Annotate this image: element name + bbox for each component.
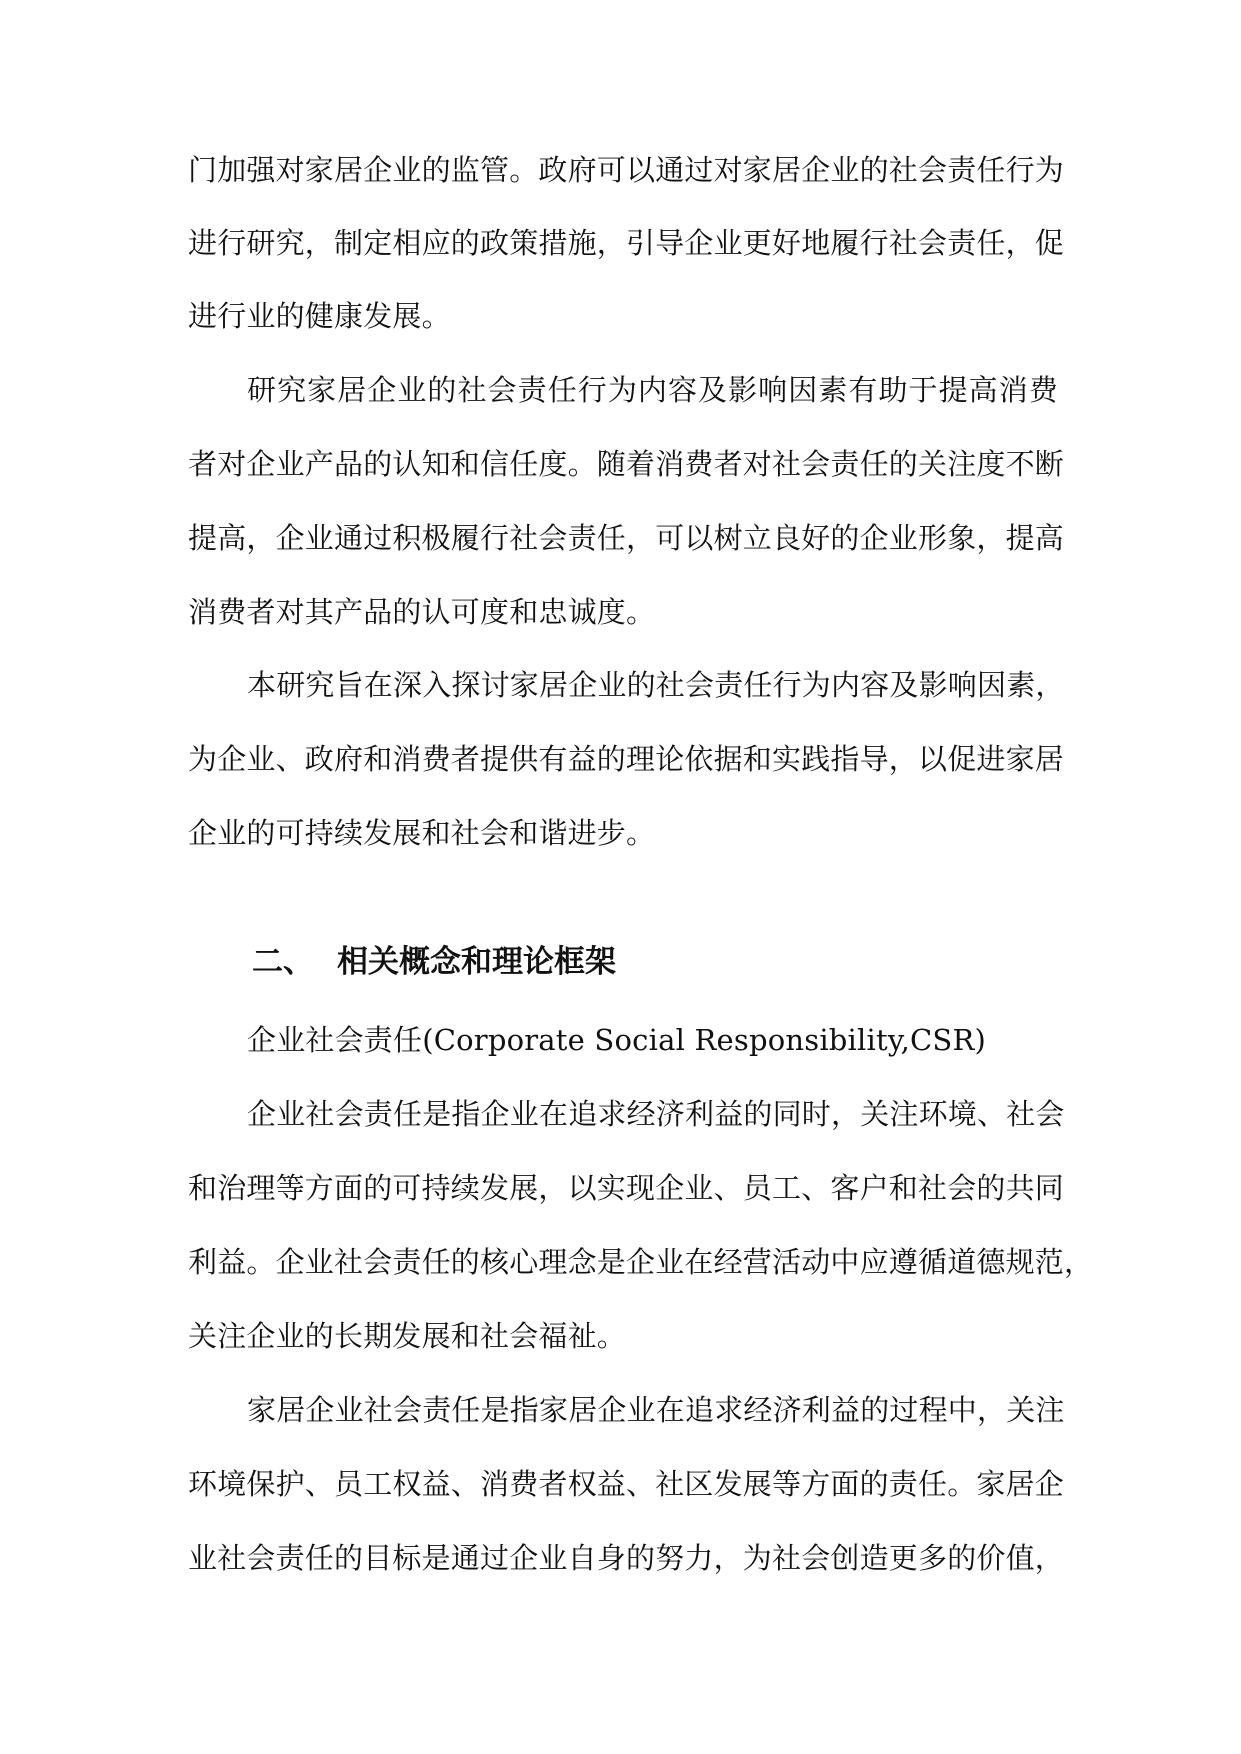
csr-paragraph-line-2: 和治理等方面的可持续发展，以实现企业、员工、客户和社会的共同: [188, 1171, 1065, 1205]
csr-paragraph-line-3: 利益。企业社会责任的核心理念是企业在经营活动中应遵循道德规范，: [188, 1245, 1094, 1279]
paragraph-2-line-3: 提高，企业通过积极履行社会责任，可以树立良好的企业形象，提高: [188, 521, 1065, 555]
paragraph-2-line-1: 研究家居企业的社会责任行为内容及影响因素有助于提高消费: [247, 373, 1058, 407]
paragraph-3-line-3: 企业的可持续发展和社会和谐进步。: [188, 816, 656, 850]
paragraph-3-line-1: 本研究旨在深入探讨家居企业的社会责任行为内容及影响因素，: [247, 668, 1065, 702]
paragraph-1-line-1: 门加强对家居企业的监管。政府可以通过对家居企业的社会责任行为: [188, 153, 1065, 187]
paragraph-2-line-4: 消费者对其产品的认可度和忠诚度。: [188, 595, 656, 629]
csr-paragraph-line-1: 企业社会责任是指企业在追求经济利益的同时，关注环境、社会: [247, 1097, 1065, 1131]
paragraph-1-line-2: 进行研究，制定相应的政策措施，引导企业更好地履行社会责任，促: [188, 226, 1065, 260]
paragraph-1-line-3: 进行业的健康发展。: [188, 299, 451, 333]
home-csr-paragraph-line-1: 家居企业社会责任是指家居企业在追求经济利益的过程中，关注: [247, 1393, 1065, 1427]
paragraph-3-line-2: 为企业、政府和消费者提供有益的理论依据和实践指导，以促进家居: [188, 742, 1065, 776]
section-number: 二、: [252, 944, 314, 980]
section-title: 相关概念和理论框架: [337, 944, 616, 980]
paragraph-2-line-2: 者对企业产品的认知和信任度。随着消费者对社会责任的关注度不断: [188, 447, 1065, 481]
csr-paragraph-line-4: 关注企业的长期发展和社会福祉。: [188, 1319, 627, 1353]
section-heading: [252, 940, 616, 984]
home-csr-paragraph-line-2: 环境保护、员工权益、消费者权益、社区发展等方面的责任。家居企: [188, 1467, 1065, 1501]
csr-term-line: 企业社会责任(Corporate Social Responsibility,CSR): [247, 1023, 986, 1057]
home-csr-paragraph-line-3: 业社会责任的目标是通过企业自身的努力，为社会创造更多的价值，: [188, 1541, 1065, 1575]
